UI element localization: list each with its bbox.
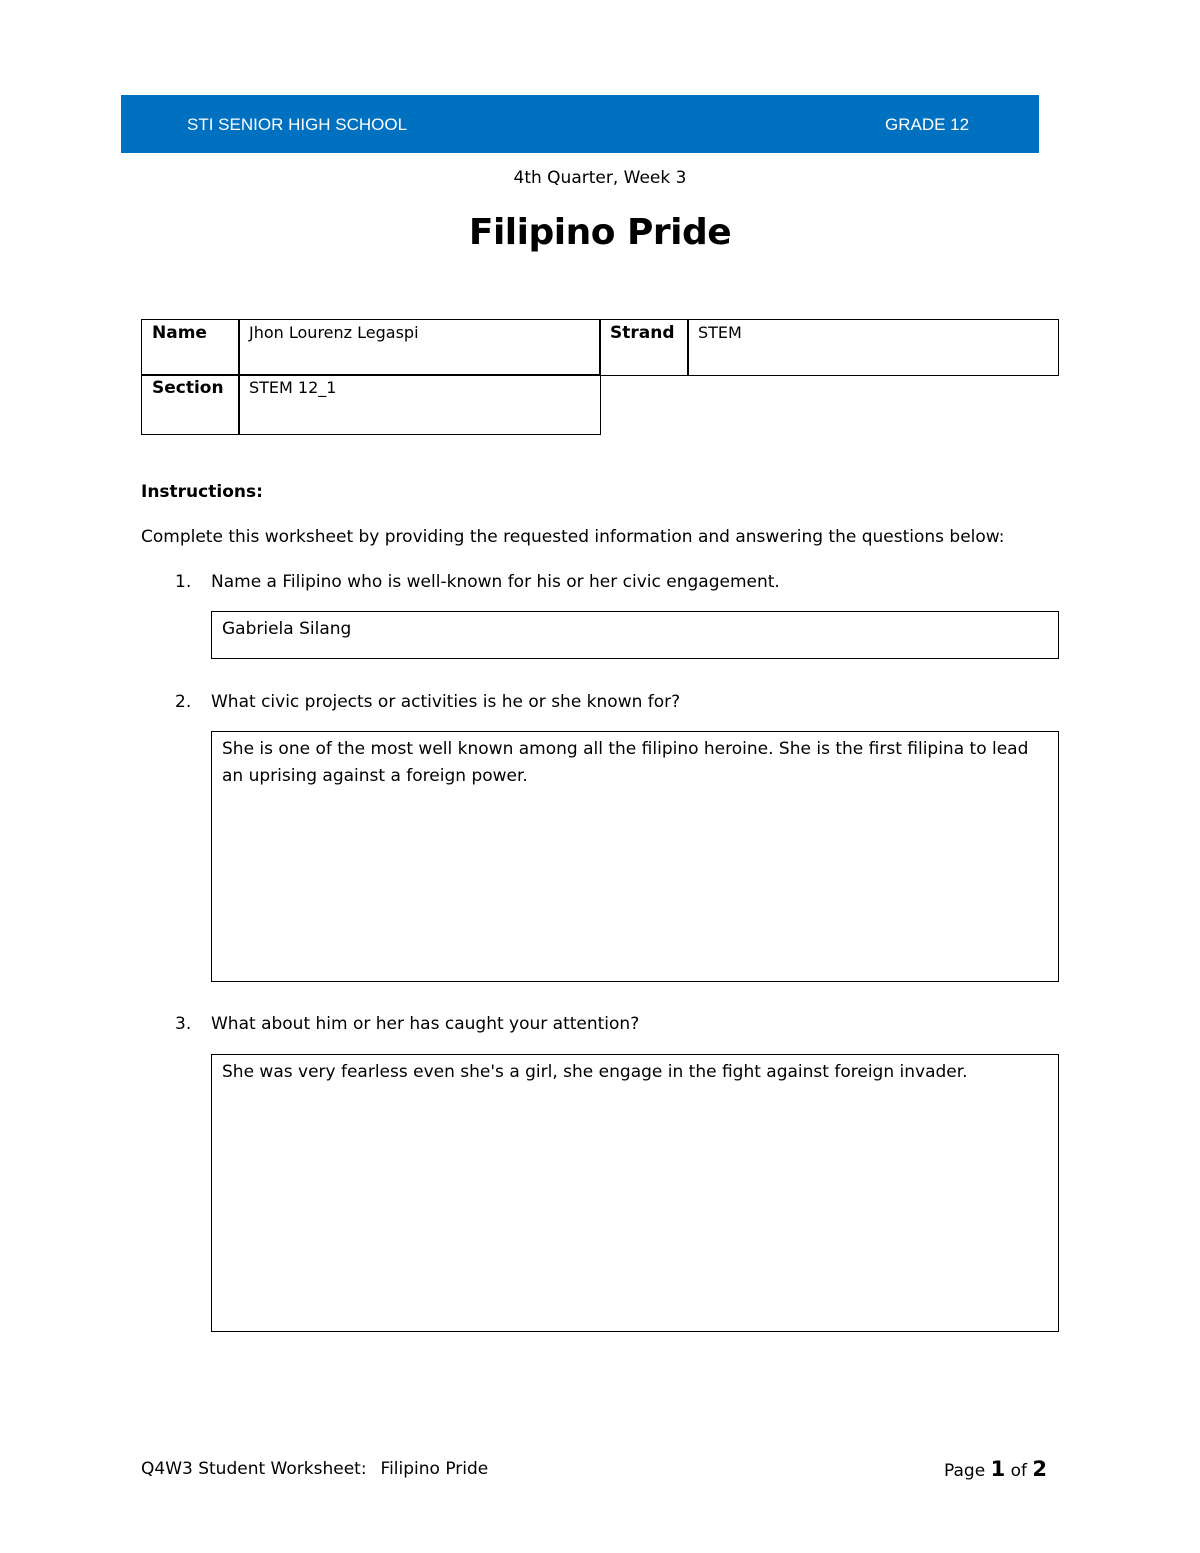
page-title: Filipino Pride <box>468 212 732 253</box>
page-current: 1 <box>990 1457 1006 1481</box>
answer-box-1[interactable]: Gabriela Silang <box>211 611 1059 659</box>
strand-field[interactable]: STEM <box>687 319 1059 376</box>
page-number <box>944 1457 1047 1481</box>
name-field[interactable]: Jhon Lourenz Legaspi <box>238 319 601 376</box>
question-number: 2. <box>175 692 192 712</box>
question-number: 1. <box>175 572 192 592</box>
answer-box-2[interactable]: She is one of the most well known among all the filipino heroine. She is the first filipina to lead an uprising against a foreign power. <box>211 731 1059 982</box>
page-total: 2 <box>1032 1457 1048 1481</box>
question-text: What about him or her has caught your attention? <box>211 1014 640 1034</box>
instructions-text: Complete this worksheet by providing the requested information and answering the questions below: <box>141 527 1005 547</box>
instructions-heading: Instructions: <box>141 482 263 502</box>
header-bar <box>121 95 1039 153</box>
name-label: Name <box>141 319 240 376</box>
quarter-week-subtitle: 4th Quarter, Week 3 <box>513 168 687 188</box>
footer-worksheet-label: Q4W3 Student Worksheet: <box>141 1459 367 1479</box>
strand-label: Strand <box>599 319 689 376</box>
footer-worksheet-title: Filipino Pride <box>380 1459 489 1479</box>
question-number: 3. <box>175 1014 192 1034</box>
section-label: Section <box>141 374 240 435</box>
question-text: What civic projects or activities is he or she known for? <box>211 692 681 712</box>
page-word: Page <box>944 1461 986 1481</box>
answer-box-3[interactable]: She was very fearless even she's a girl, she engage in the fight against foreign invader. <box>211 1054 1059 1332</box>
section-field[interactable]: STEM 12_1 <box>238 374 601 435</box>
of-word: of <box>1010 1461 1027 1481</box>
grade-level: GRADE 12 <box>885 115 970 134</box>
footer-worksheet <box>141 1459 488 1479</box>
school-name: STI SENIOR HIGH SCHOOL <box>187 115 408 134</box>
question-text: Name a Filipino who is well-known for his or her civic engagement. <box>211 572 780 592</box>
